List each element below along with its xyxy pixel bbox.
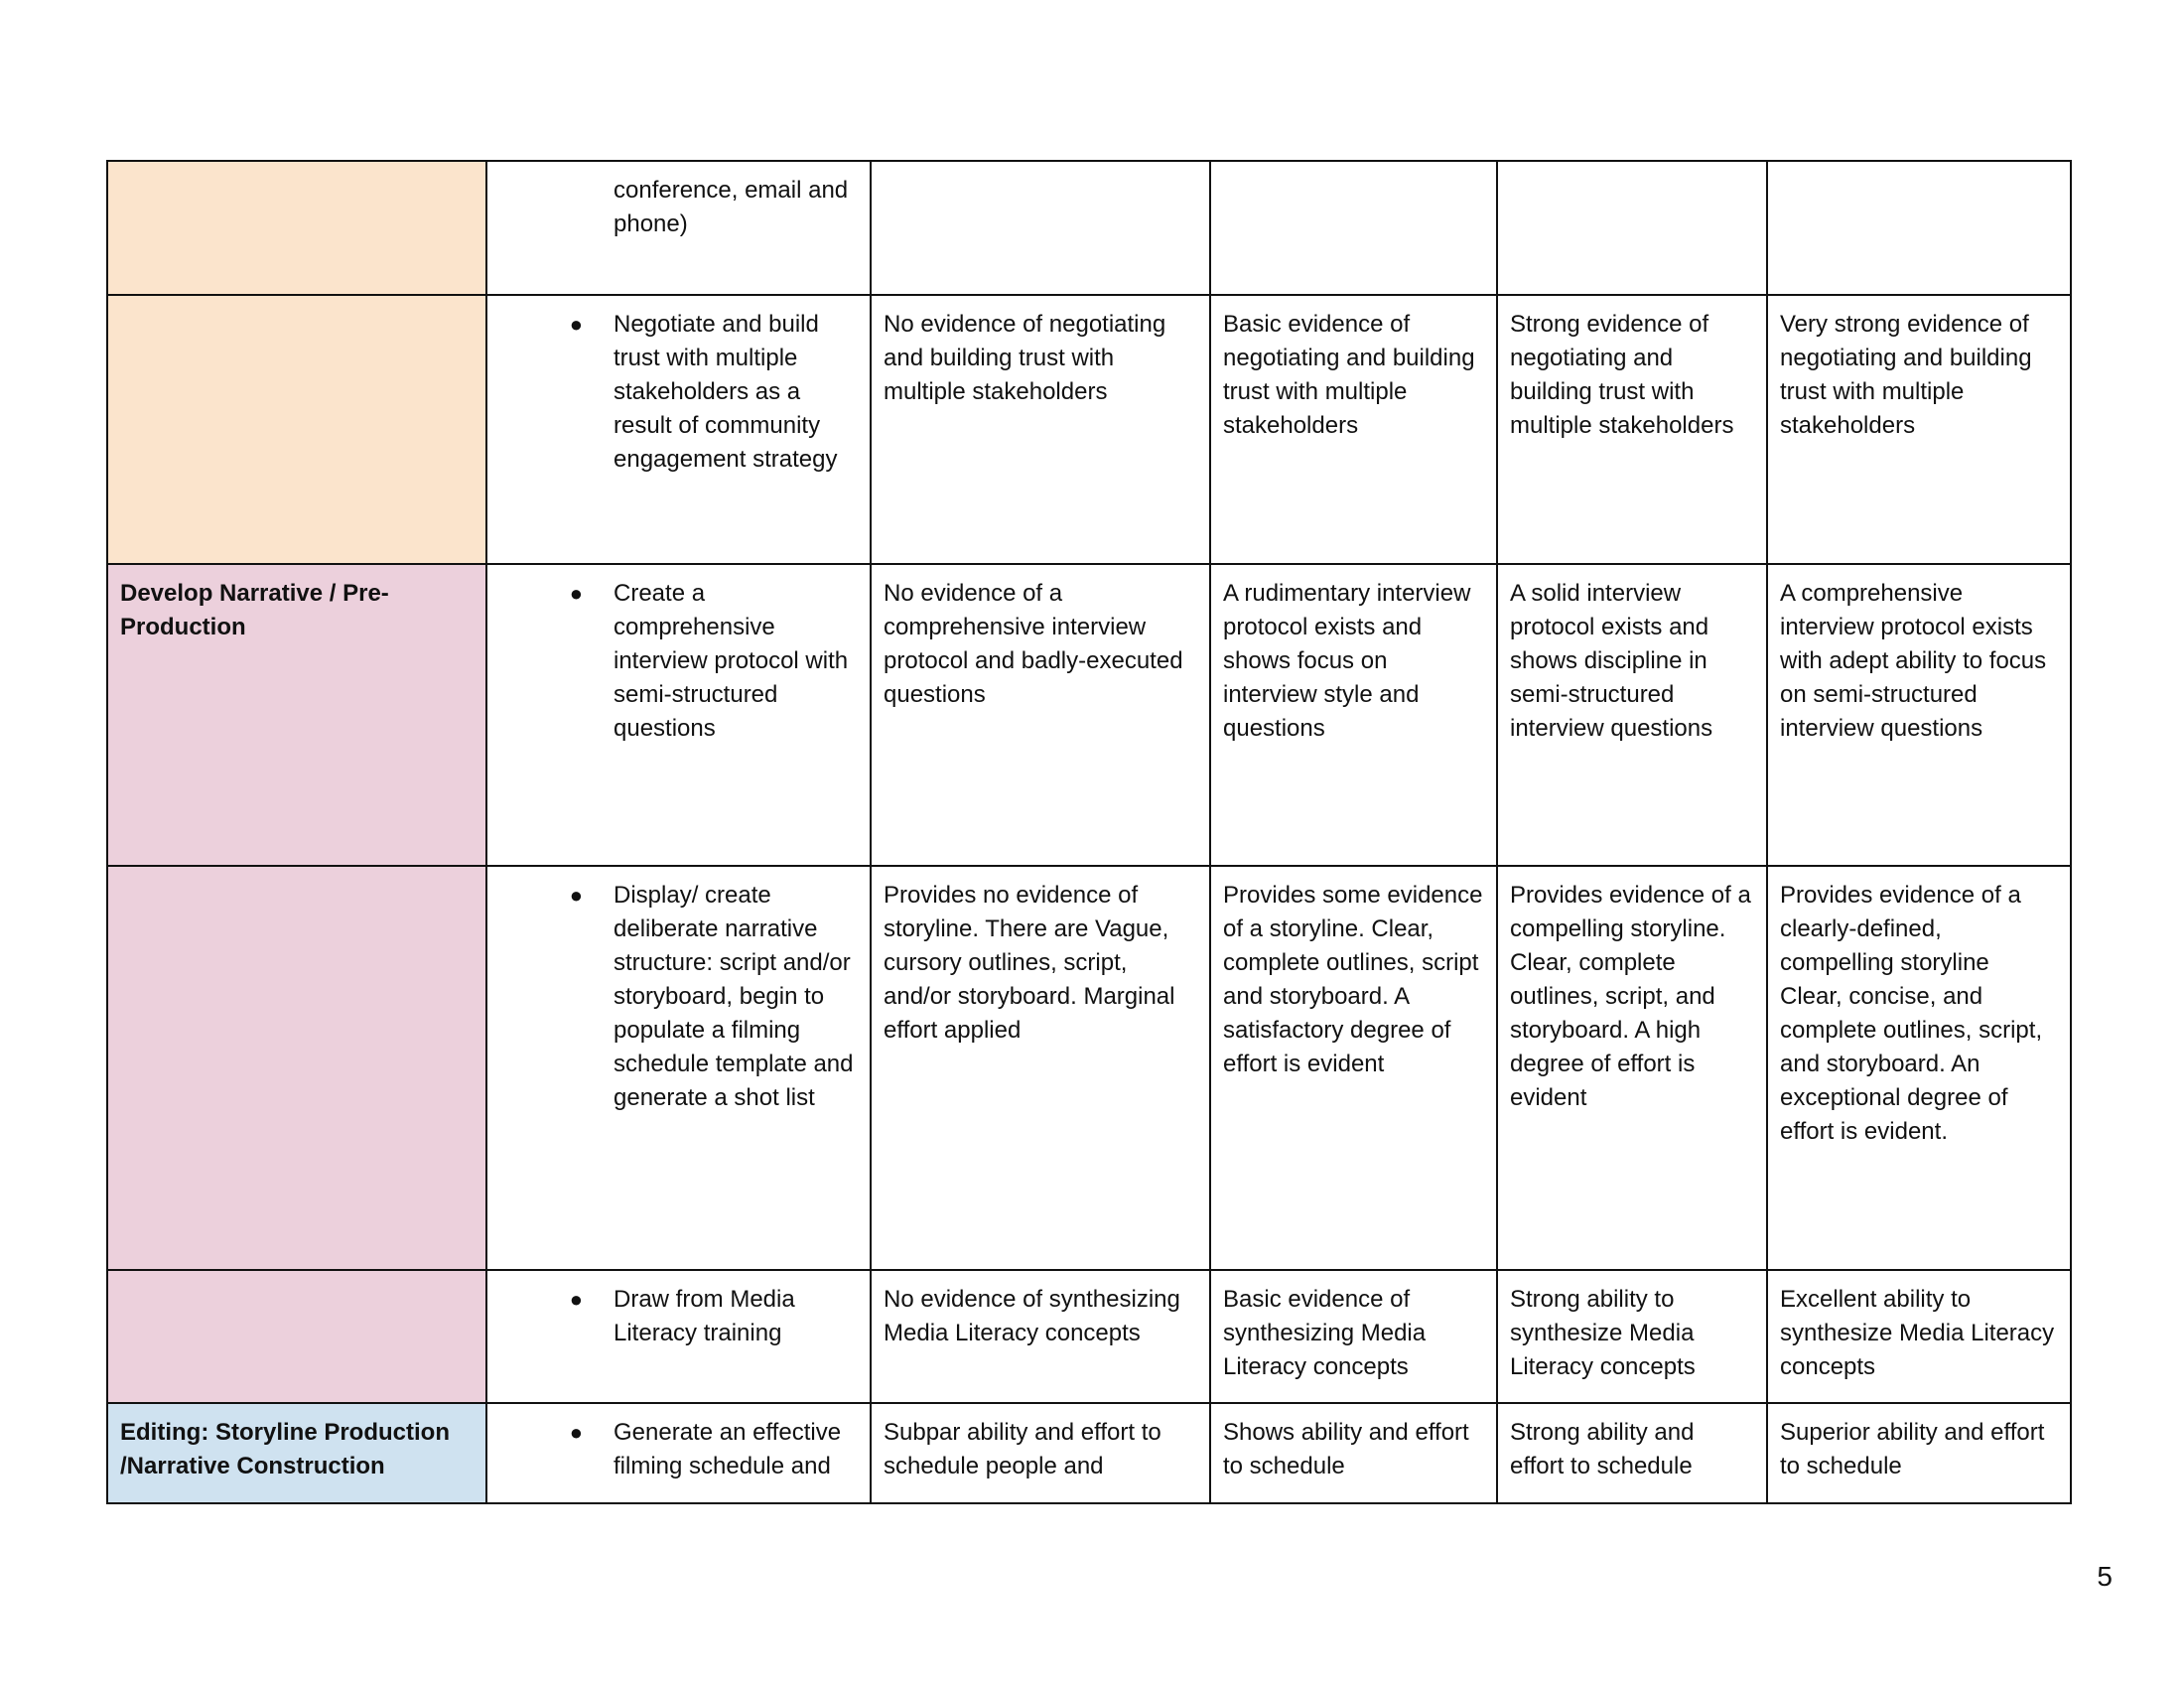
level-cell: Strong ability to synthesize Media Literacy concepts — [1497, 1270, 1767, 1403]
level-cell — [1497, 161, 1767, 295]
criterion-text: Generate an effective filming schedule and — [614, 1419, 842, 1479]
level-cell: Provides evidence of a clearly-defined, compelling storyline Clear, concise, and complete outlines, script, and storyboard. An exceptional degree of effort is evident. — [1767, 866, 2071, 1270]
bullet-icon: ● — [569, 1287, 583, 1312]
level-cell: A rudimentary interview protocol exists and shows focus on interview style and questions — [1210, 564, 1497, 866]
level-cell: Basic evidence of negotiating and building trust with multiple stakeholders — [1210, 295, 1497, 564]
criterion-text: Negotiate and build trust with multiple stakeholders as a result of community engagement strategy — [614, 311, 838, 473]
criterion-text: Create a comprehensive interview protocol with semi-structured questions — [614, 580, 849, 742]
category-cell — [107, 1403, 486, 1503]
criterion-cell — [486, 295, 871, 564]
category-label: Editing: Storyline Production /Narrative Construction — [120, 1419, 450, 1479]
criterion-text: Draw from Media Literacy training — [614, 1286, 795, 1346]
criterion-text: Display/ create deliberate narrative structure: script and/or storyboard, begin to populate a filming schedule template and generate a shot list — [614, 882, 854, 1111]
category-cell — [107, 295, 486, 564]
category-cell — [107, 161, 486, 295]
level-cell — [1767, 161, 2071, 295]
level-cell — [871, 161, 1210, 295]
level-cell: Strong ability and effort to schedule — [1497, 1403, 1767, 1503]
table-row — [107, 295, 2071, 564]
bullet-icon: ● — [569, 1420, 583, 1445]
level-cell: No evidence of synthesizing Media Literacy concepts — [871, 1270, 1210, 1403]
criterion-text: conference, email and phone) — [614, 177, 849, 237]
category-cell — [107, 1270, 486, 1403]
level-cell: Subpar ability and effort to schedule people and — [871, 1403, 1210, 1503]
criterion-cell — [486, 1270, 871, 1403]
level-cell: Provides some evidence of a storyline. Clear, complete outlines, script and storyboard. A satisfactory degree of effort is evident — [1210, 866, 1497, 1270]
criterion-cell — [486, 564, 871, 866]
level-cell: Basic evidence of synthesizing Media Literacy concepts — [1210, 1270, 1497, 1403]
level-cell — [1210, 161, 1497, 295]
table-row — [107, 161, 2071, 295]
level-cell: No evidence of a comprehensive interview protocol and badly-executed questions — [871, 564, 1210, 866]
level-cell: A comprehensive interview protocol exists with adept ability to focus on semi-structured interview questions — [1767, 564, 2071, 866]
rubric-table — [106, 160, 2072, 1504]
table-row — [107, 866, 2071, 1270]
category-label: Develop Narrative / Pre-Production — [120, 580, 389, 640]
level-cell: Strong evidence of negotiating and building trust with multiple stakeholders — [1497, 295, 1767, 564]
bullet-icon: ● — [569, 581, 583, 606]
level-cell: Very strong evidence of negotiating and building trust with multiple stakeholders — [1767, 295, 2071, 564]
level-cell: Provides no evidence of storyline. There are Vague, cursory outlines, script, and/or storyboard. Marginal effort applied — [871, 866, 1210, 1270]
level-cell: Superior ability and effort to schedule — [1767, 1403, 2071, 1503]
level-cell: Excellent ability to synthesize Media Literacy concepts — [1767, 1270, 2071, 1403]
page-number: 5 — [2097, 1561, 2113, 1592]
bullet-icon: ● — [569, 883, 583, 908]
criterion-cell — [486, 1403, 871, 1503]
table-row — [107, 564, 2071, 866]
criterion-cell — [486, 161, 871, 295]
level-cell: Shows ability and effort to schedule — [1210, 1403, 1497, 1503]
table-row — [107, 1270, 2071, 1403]
level-cell: No evidence of negotiating and building trust with multiple stakeholders — [871, 295, 1210, 564]
category-cell — [107, 564, 486, 866]
level-cell: A solid interview protocol exists and shows discipline in semi-structured interview questions — [1497, 564, 1767, 866]
bullet-icon: ● — [569, 312, 583, 337]
category-cell — [107, 866, 486, 1270]
criterion-cell — [486, 866, 871, 1270]
table-row — [107, 1403, 2071, 1503]
level-cell: Provides evidence of a compelling storyline. Clear, complete outlines, script, and storyboard. A high degree of effort is evident — [1497, 866, 1767, 1270]
